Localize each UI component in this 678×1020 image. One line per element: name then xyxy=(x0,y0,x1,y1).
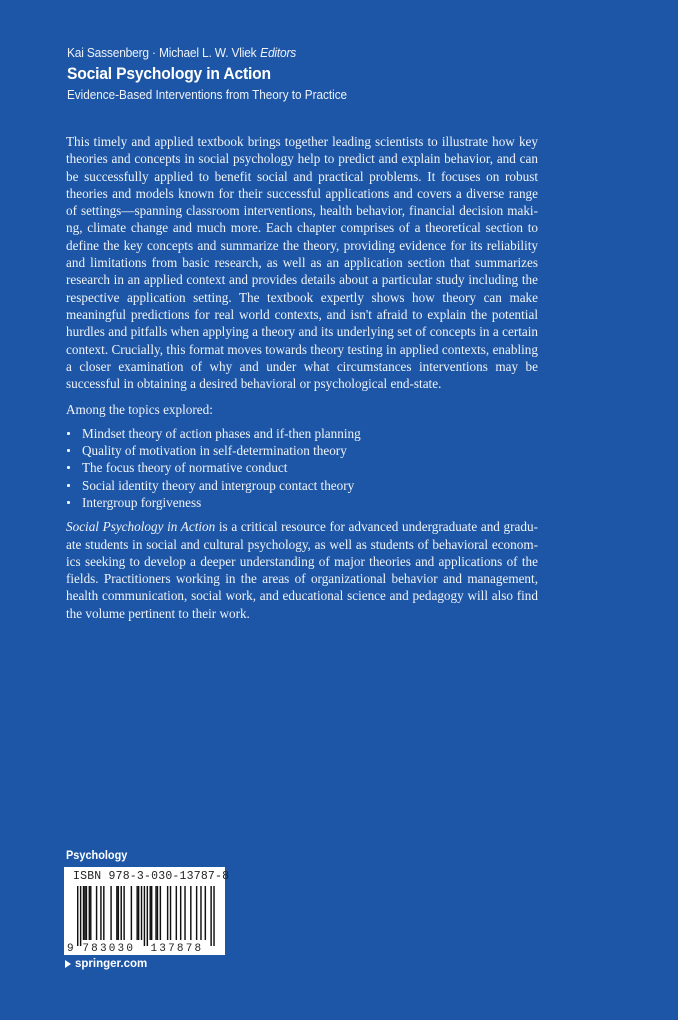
book-subtitle: Evidence-Based Interventions from Theory to Practice xyxy=(67,87,348,102)
topic-list xyxy=(66,425,538,511)
topic-item: Social identity theory and intergroup contact theory xyxy=(66,477,538,494)
publisher-link[interactable] xyxy=(65,958,147,970)
bullet-icon xyxy=(67,466,70,469)
bullet-icon xyxy=(67,484,70,487)
book-title: Social Psychology in Action xyxy=(67,64,271,83)
closing-book-title: Social Psychology in Action xyxy=(66,519,216,535)
subject-category: Psychology xyxy=(66,850,128,862)
svg-text:9: 9 xyxy=(67,943,76,955)
bullet-icon xyxy=(67,449,70,452)
editors-names: Kai Sassenberg · Michael L. W. Vliek xyxy=(67,45,257,60)
arrow-right-icon xyxy=(65,960,71,968)
isbn-label: ISBN 978-3-030-13787-8 xyxy=(73,870,230,883)
blurb xyxy=(66,133,538,622)
isbn-barcode xyxy=(64,867,230,955)
topic-item: The focus theory of normative conduct xyxy=(66,459,538,476)
bullet-icon xyxy=(67,432,70,435)
editors-line xyxy=(67,45,582,61)
cover-header xyxy=(67,45,627,103)
publisher-link-label: springer.com xyxy=(75,958,148,970)
closing-text: is a critical resource for advanced undergraduate and graduate students in social and cultural psychology, as well as students of behavioral economics seeking to develop a deeper understanding of major theories and applications of the fields. Practitioners working in the areas of organizational behavior and management, health communication, social work, and educational science and pedagogy will also find the volume pertinent to their work. xyxy=(66,519,538,621)
topics-intro: Among the topics explored: xyxy=(66,402,213,418)
editors-role: Editors xyxy=(260,45,297,60)
bullet-icon xyxy=(67,501,70,504)
svg-text:783030: 783030 xyxy=(82,943,136,955)
topic-item: Mindset theory of action phases and if-then planning xyxy=(66,425,538,442)
closing-paragraph xyxy=(66,518,538,622)
topic-item: Intergroup forgiveness xyxy=(66,494,538,511)
description-paragraph: This timely and applied textbook brings together leading scientists to illustrate how key theories and concepts in social psychology help to predict and explain behavior, and can be successfully applied to benefit social and practical problems. It focuses on robust theories and models known for their successful applications and covers a diverse range of settings—spanning classroom interventions, health behavior, financial decision making, climate change and much more. Each chapter comprises of a theoretical section to define the key concepts and summarize the theory, providing evidence for its reliability and limitations from basic research, as well as an application section that summarizes research in an applied context and provides details about a particular study including the respective application setting. The textbook expertly shows how theory can make meaningful predictions for real world contexts, and isn't afraid to explain the potential hurdles and pitfalls when applying a theory and its underlying set of concepts in a certain context. Crucially, this format moves towards theory testing in applied contexts, enabling a closer examination of why and under what circumstances interventions may be successful in obtaining a desired behavioral or psychological end-state. xyxy=(66,134,538,392)
svg-text:137878: 137878 xyxy=(150,943,204,955)
topic-item: Quality of motivation in self-determination theory xyxy=(66,442,538,459)
